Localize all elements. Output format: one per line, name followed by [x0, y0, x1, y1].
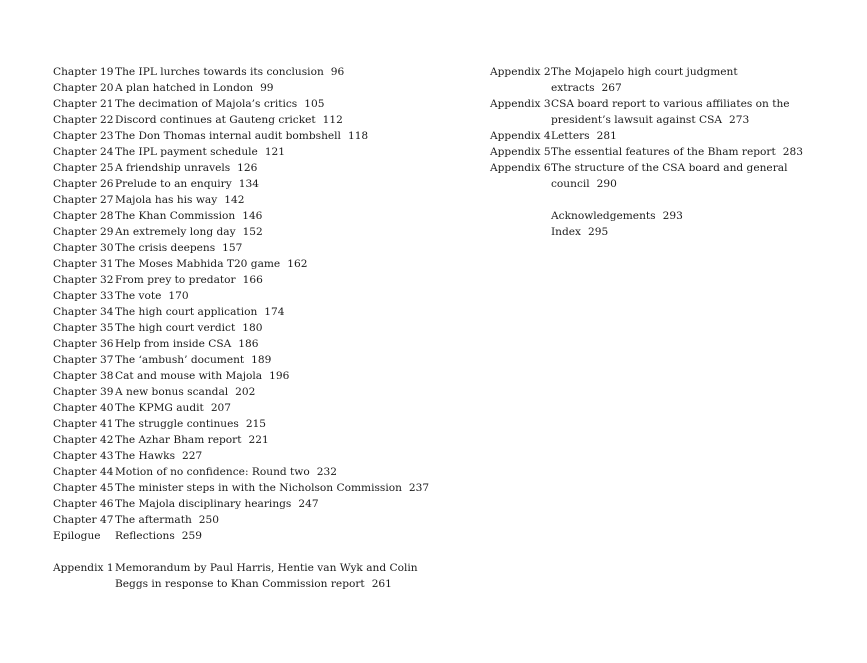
toc-entry [53, 176, 443, 192]
toc-entry [53, 384, 443, 400]
toc-entry-title: Motion of no confidence: Round two [115, 466, 310, 478]
toc-entry-label: Chapter 29 [53, 226, 114, 238]
toc-entry-page: 152 [242, 226, 263, 238]
toc-entry-text [115, 400, 443, 416]
toc-entry [490, 128, 810, 144]
toc-entry-text [115, 160, 443, 176]
appendix-list [490, 64, 810, 192]
toc-entry-title: The Moses Mabhida T20 game [115, 258, 281, 270]
toc-entry-page: 174 [264, 306, 285, 318]
toc-entry-text [115, 240, 443, 256]
toc-entry-label: Chapter 38 [53, 370, 114, 382]
toc-entry-text [115, 112, 443, 128]
toc-entry-title: The KPMG audit [115, 402, 204, 414]
toc-entry-title: The crisis deepens [115, 242, 216, 254]
toc-entry-text [551, 160, 810, 192]
toc-entry-label: Chapter 33 [53, 290, 114, 302]
toc-entry-title: The minister steps in with the Nicholson Commission [115, 482, 402, 494]
toc-entry-text [115, 256, 443, 272]
toc-entry-label: Chapter 23 [53, 130, 114, 142]
toc-entry [490, 96, 810, 128]
toc-entry [53, 256, 443, 272]
toc-entry [53, 192, 443, 208]
toc-entry-text [551, 208, 810, 224]
toc-entry-text [115, 128, 443, 144]
toc-entry-page: 283 [782, 146, 803, 158]
toc-entry-page: 142 [224, 194, 245, 206]
toc-entry-page: 261 [371, 578, 392, 590]
toc-entry-title: Prelude to an enquiry [115, 178, 232, 190]
toc-entry-text [115, 416, 443, 432]
toc-entry-label: Chapter 40 [53, 402, 114, 414]
toc-entry-text [115, 96, 443, 112]
toc-entry-text [115, 320, 443, 336]
toc-entry [53, 336, 443, 352]
toc-entry [53, 64, 443, 80]
toc-entry-appendix-1 [53, 560, 443, 592]
toc-entry-text [115, 144, 443, 160]
toc-entry-page: 281 [596, 130, 617, 142]
toc-entry [53, 464, 443, 480]
toc-entry-text [551, 96, 810, 128]
toc-entry-label: Chapter 27 [53, 194, 114, 206]
toc-entry-label: Chapter 36 [53, 338, 114, 350]
toc-entry [53, 144, 443, 160]
toc-entry-page: 189 [251, 354, 272, 366]
toc-entry-title: The IPL lurches towards its conclusion [115, 66, 324, 78]
toc-entry-title: The Don Thomas internal audit bombshell [115, 130, 341, 142]
toc-entry [53, 448, 443, 464]
toc-entry-title: Reflections [115, 530, 175, 542]
toc-entry-label: Appendix 2 [490, 66, 551, 78]
toc-entry [53, 160, 443, 176]
toc-entry-label: Chapter 21 [53, 98, 114, 110]
toc-entry-label: Chapter 47 [53, 514, 114, 526]
toc-entry-title: A plan hatched in London [115, 82, 254, 94]
toc-entry [53, 368, 443, 384]
toc-entry-label: Chapter 24 [53, 146, 114, 158]
toc-entry-label: Appendix 4 [490, 130, 551, 142]
toc-entry-text [115, 480, 443, 496]
toc-entry-text [115, 176, 443, 192]
toc-entry [490, 160, 810, 192]
toc-entry-text [115, 80, 443, 96]
toc-entry-page: 293 [662, 210, 683, 222]
toc-entry-title: The Khan Commission [115, 210, 236, 222]
toc-entry-text [115, 528, 443, 544]
toc-entry-page: 166 [242, 274, 263, 286]
toc-entry [53, 208, 443, 224]
back-matter-list [490, 208, 810, 240]
toc-entry-title: The high court verdict [115, 322, 236, 334]
toc-entry [53, 512, 443, 528]
toc-entry [53, 320, 443, 336]
toc-entry-label: Chapter 30 [53, 242, 114, 254]
toc-entry-page: 202 [235, 386, 256, 398]
toc-entry-text [115, 368, 443, 384]
toc-entry [53, 496, 443, 512]
toc-entry [53, 416, 443, 432]
toc-entry-text [115, 336, 443, 352]
toc-entry-page: 227 [182, 450, 203, 462]
toc-entry [53, 224, 443, 240]
toc-entry-page: 105 [304, 98, 325, 110]
toc-entry-title: The ‘ambush’ document [115, 354, 245, 366]
toc-entry-label: Chapter 20 [53, 82, 114, 94]
toc-entry [53, 288, 443, 304]
toc-entry-label: Chapter 45 [53, 482, 114, 494]
toc-entry-page: 121 [264, 146, 286, 158]
toc-entry-page: 96 [330, 66, 345, 78]
toc-entry-page: 215 [245, 418, 267, 430]
toc-entry-page: 290 [596, 178, 617, 190]
toc-entry-text [551, 128, 810, 144]
toc-entry-page: 273 [729, 114, 750, 126]
toc-entry [53, 432, 443, 448]
toc-entry-title: Index [551, 226, 582, 238]
toc-entry-label: Chapter 44 [53, 466, 114, 478]
toc-entry [490, 64, 810, 96]
toc-entry-title: The Azhar Bham report [115, 434, 242, 446]
toc-entry-text [115, 272, 443, 288]
toc-entry-text [551, 64, 810, 96]
toc-entry-label: Chapter 32 [53, 274, 114, 286]
toc-entry [53, 272, 443, 288]
toc-entry-label: Chapter 25 [53, 162, 114, 174]
contents-right-column [490, 64, 810, 240]
toc-entry-page: 232 [316, 466, 337, 478]
toc-entry-page: 186 [238, 338, 259, 350]
toc-entry-title: Cat and mouse with Majola [115, 370, 263, 382]
toc-entry-label: Chapter 35 [53, 322, 114, 334]
spacer [490, 192, 810, 208]
toc-entry [53, 352, 443, 368]
toc-entry [53, 96, 443, 112]
toc-entry-label: Chapter 22 [53, 114, 114, 126]
toc-entry-label: Appendix 1 [53, 562, 114, 574]
toc-entry-label: Appendix 6 [490, 162, 551, 174]
toc-entry [490, 144, 810, 160]
toc-entry-title: Memorandum by Paul Harris, Hentie van Wyk and Colin Beggs in response to Khan Commission report [115, 562, 418, 590]
spacer [53, 544, 443, 560]
toc-entry-title: The essential features of the Bham report [551, 146, 776, 158]
toc-entry-label: Chapter 41 [53, 418, 114, 430]
toc-entry-page: 134 [238, 178, 259, 190]
toc-entry-page: 146 [242, 210, 263, 222]
toc-entry-label: Chapter 46 [53, 498, 114, 510]
toc-entry-text [115, 352, 443, 368]
toc-entry-page: 267 [601, 82, 622, 94]
toc-entry-title: An extremely long day [115, 226, 236, 238]
toc-entry-title: The IPL payment schedule [115, 146, 258, 158]
toc-entry-page: 180 [242, 322, 263, 334]
toc-entry-label: Chapter 31 [53, 258, 114, 270]
toc-entry-page: 112 [322, 114, 343, 126]
toc-entry-title: A new bonus scandal [115, 386, 229, 398]
toc-entry-label: Chapter 26 [53, 178, 114, 190]
toc-entry-label: Chapter 34 [53, 306, 114, 318]
toc-entry-title: Discord continues at Gauteng cricket [115, 114, 316, 126]
toc-entry-text [115, 496, 443, 512]
toc-entry-text [115, 224, 443, 240]
toc-entry-page: 295 [588, 226, 609, 238]
toc-entry-text [115, 192, 443, 208]
toc-entry-label: Chapter 37 [53, 354, 114, 366]
toc-entry-text [115, 64, 443, 80]
toc-entry-text [115, 432, 443, 448]
toc-entry [53, 304, 443, 320]
toc-entry-text [115, 464, 443, 480]
toc-entry-text [551, 144, 810, 160]
toc-entry [53, 80, 443, 96]
toc-entry-text [115, 560, 443, 592]
toc-entry-text [115, 384, 443, 400]
toc-entry-label: Appendix 5 [490, 146, 551, 158]
toc-entry-page: 221 [248, 434, 269, 446]
toc-entry-text [115, 288, 443, 304]
toc-entry-title: Letters [551, 130, 590, 142]
toc-entry-page: 99 [260, 82, 274, 94]
toc-entry-title: The aftermath [115, 514, 192, 526]
toc-entry [53, 480, 443, 496]
toc-entry-label: Chapter 43 [53, 450, 114, 462]
toc-entry-page: 157 [222, 242, 243, 254]
toc-entry-title: The struggle continues [115, 418, 239, 430]
toc-entry-label: Chapter 42 [53, 434, 114, 446]
toc-entry-text [115, 304, 443, 320]
toc-entry-page: 250 [198, 514, 220, 526]
toc-entry [490, 208, 810, 224]
toc-entry [53, 400, 443, 416]
toc-entry-page: 247 [298, 498, 319, 510]
toc-entry-text [551, 224, 810, 240]
toc-entry-title: The decimation of Majola’s critics [115, 98, 298, 110]
toc-entry-page: 126 [237, 162, 258, 174]
toc-entry-page: 118 [347, 130, 369, 142]
toc-entry-page: 259 [181, 530, 203, 542]
toc-entry-label: Appendix 3 [490, 98, 551, 110]
toc-entry-label: Chapter 19 [53, 66, 114, 78]
toc-entry-title: The structure of the CSA board and general council [551, 162, 788, 190]
toc-entry-label: Chapter 39 [53, 386, 114, 398]
toc-entry [490, 224, 810, 240]
toc-entry-label: Chapter 28 [53, 210, 114, 222]
toc-entry [53, 112, 443, 128]
toc-entry-page: 237 [408, 482, 430, 494]
toc-entry-page: 162 [287, 258, 308, 270]
toc-entry [53, 128, 443, 144]
toc-entry-title: A friendship unravels [115, 162, 231, 174]
toc-entry-text [115, 208, 443, 224]
toc-entry-title: Majola has his way [115, 194, 218, 206]
chapter-list [53, 64, 443, 544]
toc-entry-title: From prey to predator [115, 274, 236, 286]
toc-entry-title: The Hawks [115, 450, 176, 462]
toc-entry-text [115, 448, 443, 464]
toc-entry-title: Acknowledgements [551, 210, 656, 222]
toc-entry-title: Help from inside CSA [115, 338, 232, 350]
toc-entry-text [115, 512, 443, 528]
toc-entry-label: Epilogue [53, 530, 101, 542]
toc-entry-page: 207 [210, 402, 232, 414]
toc-entry-page: 196 [269, 370, 290, 382]
toc-entry-page: 170 [168, 290, 189, 302]
toc-entry-title: CSA board report to various affiliates on the president’s lawsuit against CSA [551, 98, 790, 126]
toc-entry [53, 528, 443, 544]
toc-entry-title: The high court application [115, 306, 258, 318]
toc-entry-title: The vote [115, 290, 162, 302]
toc-entry [53, 240, 443, 256]
toc-entry-title: The Majola disciplinary hearings [115, 498, 292, 510]
toc-entry-title: The Mojapelo high court judgment extracts [551, 66, 738, 94]
contents-left-column [53, 64, 443, 592]
